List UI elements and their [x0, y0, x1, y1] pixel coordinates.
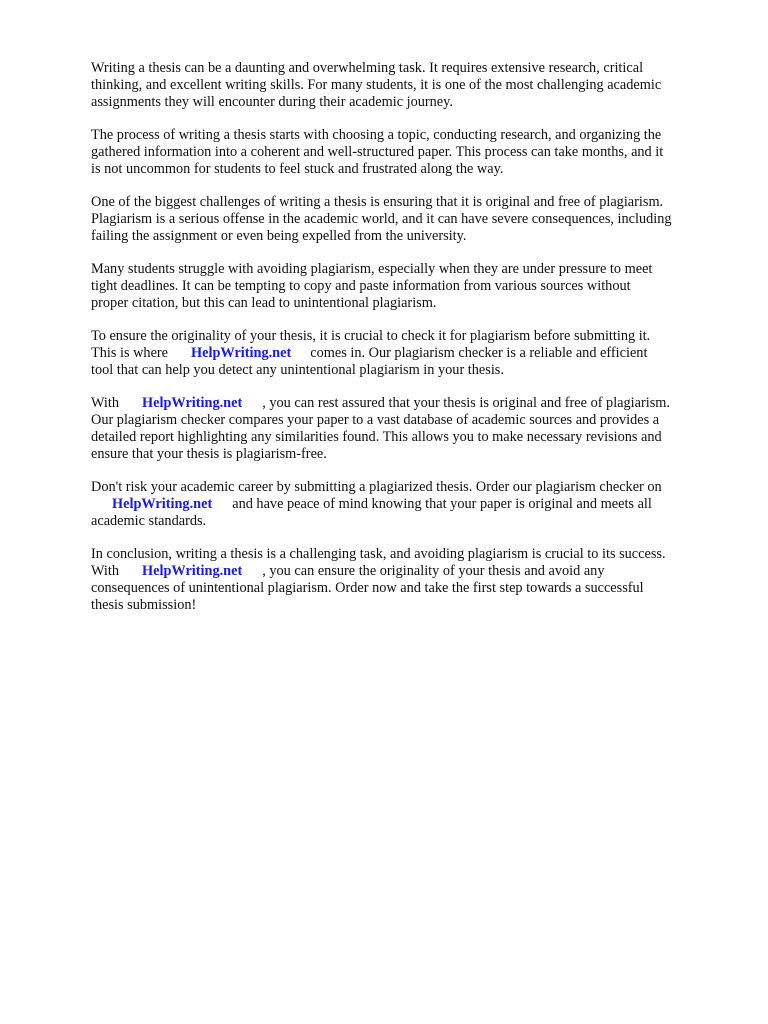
paragraph-text: and have peace of mind knowing that your paper is original and meets all [232, 496, 652, 512]
paragraph-text: comes in. Our plagiarism checker is a reliable and efficient [310, 345, 648, 361]
paragraph-line: gathered information into a coherent and well-structured paper. This process can take months, and it [91, 144, 664, 160]
paragraph-line [91, 395, 731, 412]
helpwriting-link[interactable]: HelpWriting.net [142, 563, 243, 579]
paragraph-line: consequences of unintentional plagiarism. Order now and take the first step towards a successful [91, 580, 644, 596]
paragraph-line: thesis submission! [91, 597, 197, 613]
paragraph-line [91, 345, 731, 362]
paragraph-line: Don't risk your academic career by submitting a plagiarized thesis. Order our plagiarism checker on [91, 479, 662, 495]
paragraph-line: ensure that your thesis is plagiarism-free. [91, 446, 327, 462]
paragraph-line: The process of writing a thesis starts with choosing a topic, conducting research, and organizing the [91, 127, 662, 143]
helpwriting-link[interactable]: HelpWriting.net [191, 345, 292, 361]
paragraph-line [91, 496, 731, 513]
helpwriting-link[interactable]: HelpWriting.net [112, 496, 213, 512]
paragraph-line: thinking, and excellent writing skills. For many students, it is one of the most challenging academic [91, 77, 662, 93]
paragraph-5 [91, 328, 731, 379]
paragraph-6 [91, 395, 731, 463]
paragraph-text: This is where [91, 345, 169, 361]
paragraph-4 [91, 261, 731, 312]
paragraph-line: tight deadlines. It can be tempting to copy and paste information from various sources without [91, 278, 631, 294]
paragraph-line: In conclusion, writing a thesis is a challenging task, and avoiding plagiarism is crucial to its success. [91, 546, 666, 562]
paragraph-line: detailed report highlighting any similarities found. This allows you to make necessary revisions and [91, 429, 662, 445]
paragraph-2 [91, 127, 731, 178]
paragraph-text: With [91, 563, 120, 579]
paragraph-3 [91, 194, 731, 245]
paragraph-line: failing the assignment or even being expelled from the university. [91, 228, 467, 244]
paragraph-1 [91, 60, 731, 111]
paragraph-text: With [91, 395, 120, 411]
paragraph-text: , you can ensure the originality of your thesis and avoid any [262, 563, 605, 579]
helpwriting-link[interactable]: HelpWriting.net [142, 395, 243, 411]
paragraph-line: assignments they will encounter during their academic journey. [91, 94, 453, 110]
paragraph-line: Writing a thesis can be a daunting and overwhelming task. It requires extensive research, critical [91, 60, 644, 76]
paragraph-line: To ensure the originality of your thesis, it is crucial to check it for plagiarism before submitting it. [91, 328, 651, 344]
paragraph-text: , you can rest assured that your thesis is original and free of plagiarism. [262, 395, 670, 411]
paragraph-line: proper citation, but this can lead to unintentional plagiarism. [91, 295, 437, 311]
paragraph-line: academic standards. [91, 513, 207, 529]
paragraph-7 [91, 479, 731, 530]
paragraph-line: Many students struggle with avoiding plagiarism, especially when they are under pressure to meet [91, 261, 653, 277]
paragraph-line: is not uncommon for students to feel stuck and frustrated along the way. [91, 161, 504, 177]
document-body [91, 60, 731, 630]
paragraph-line [91, 563, 731, 580]
paragraph-8 [91, 546, 731, 614]
paragraph-line: tool that can help you detect any unintentional plagiarism in your thesis. [91, 362, 504, 378]
paragraph-line: Plagiarism is a serious offense in the academic world, and it can have severe consequences, including [91, 211, 672, 227]
paragraph-line: Our plagiarism checker compares your paper to a vast database of academic sources and provides a [91, 412, 660, 428]
paragraph-line: One of the biggest challenges of writing a thesis is ensuring that it is original and free of plagiarism. [91, 194, 664, 210]
